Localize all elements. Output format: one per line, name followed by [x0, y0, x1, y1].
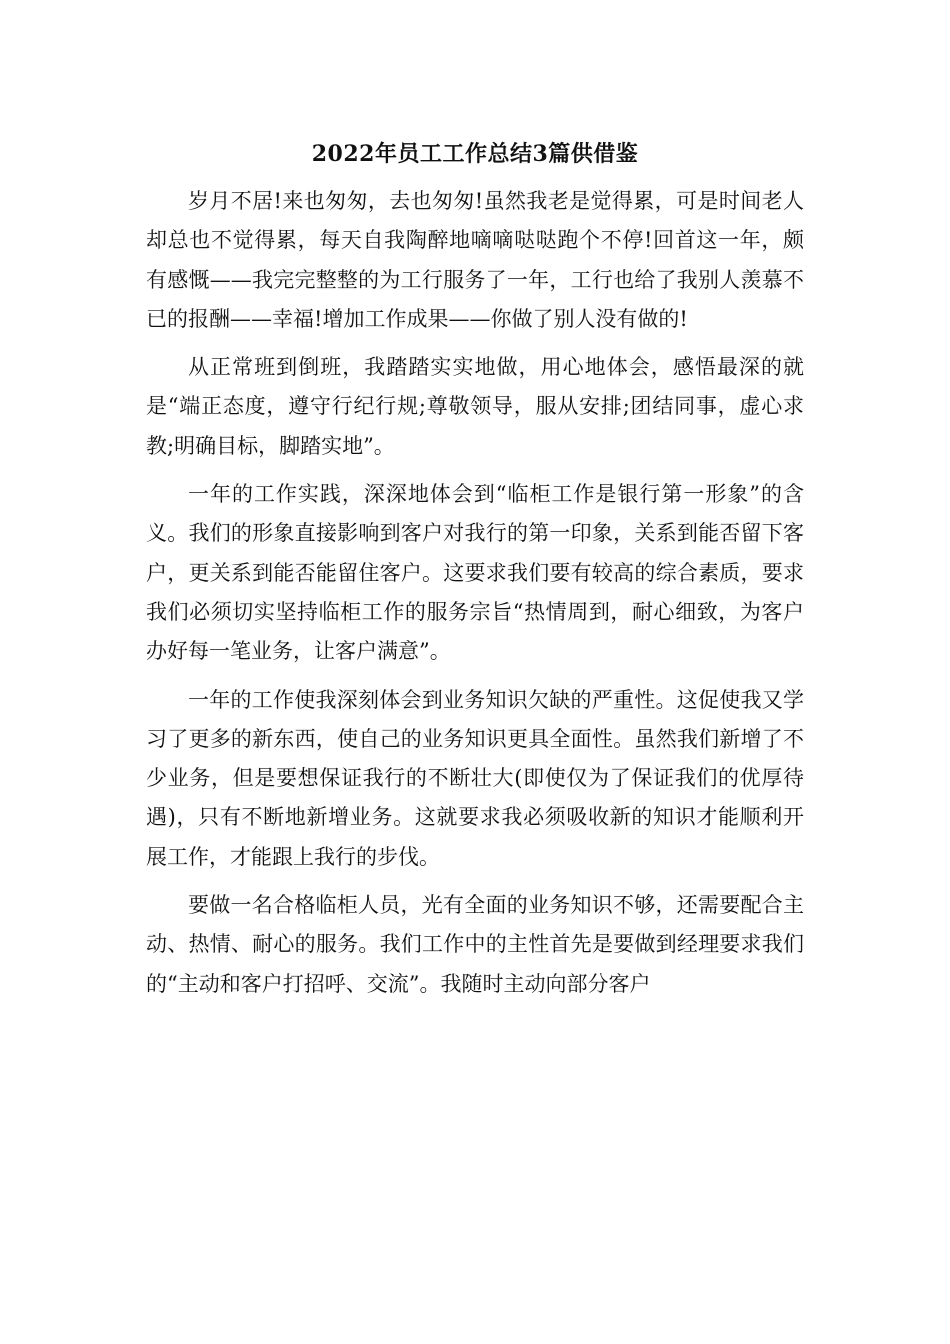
paragraph-2: 从正常班到倒班，我踏踏实实地做，用心地体会，感悟最深的就是“端正态度，遵守行纪行规;尊敬领导，服从安排;团结同事，虚心求教;明确目标，脚踏实地”。	[146, 355, 804, 458]
paragraph-3: 一年的工作实践，深深地体会到“临柜工作是银行第一形象”的含义。我们的形象直接影响到客户对我行的第一印象，关系到能否留下客户，更关系到能否能留住客户。这要求我们要有较高的综合素质，要求我们必须切实坚持临柜工作的服务宗旨“热情周到，耐心细致，为客户办好每一笔业务，让客户满意”。	[146, 482, 804, 664]
paragraph-5: 要做一名合格临柜人员，光有全面的业务知识不够，还需要配合主动、热情、耐心的服务。我们工作中的主性首先是要做到经理要求我们的“主动和客户打招呼、交流”。我随时主动向部分客户	[146, 893, 804, 996]
paragraph-4: 一年的工作使我深刻体会到业务知识欠缺的严重性。这促使我又学习了更多的新东西，使自己的业务知识更具全面性。虽然我们新增了不少业务，但是要想保证我行的不断壮大(即使仅为了保证我们的优厚待遇)，只有不断地新增业务。这就要求我必须吸收新的知识才能顺利开展工作，才能跟上我行的步伐。	[146, 687, 804, 869]
document-body	[146, 182, 804, 1004]
paragraph-1: 岁月不居!来也匆匆，去也匆匆!虽然我老是觉得累，可是时间老人却总也不觉得累，每天自我陶醉地嘀嘀哒哒跑个不停!回首这一年，颇有感慨——我完完整整的为工行服务了一年，工行也给了我别人羡慕不已的报酬——幸福!增加工作成果——你做了别人没有做的!	[146, 189, 804, 331]
document-title: 2022年员工工作总结3篇供借鉴	[311, 141, 639, 167]
